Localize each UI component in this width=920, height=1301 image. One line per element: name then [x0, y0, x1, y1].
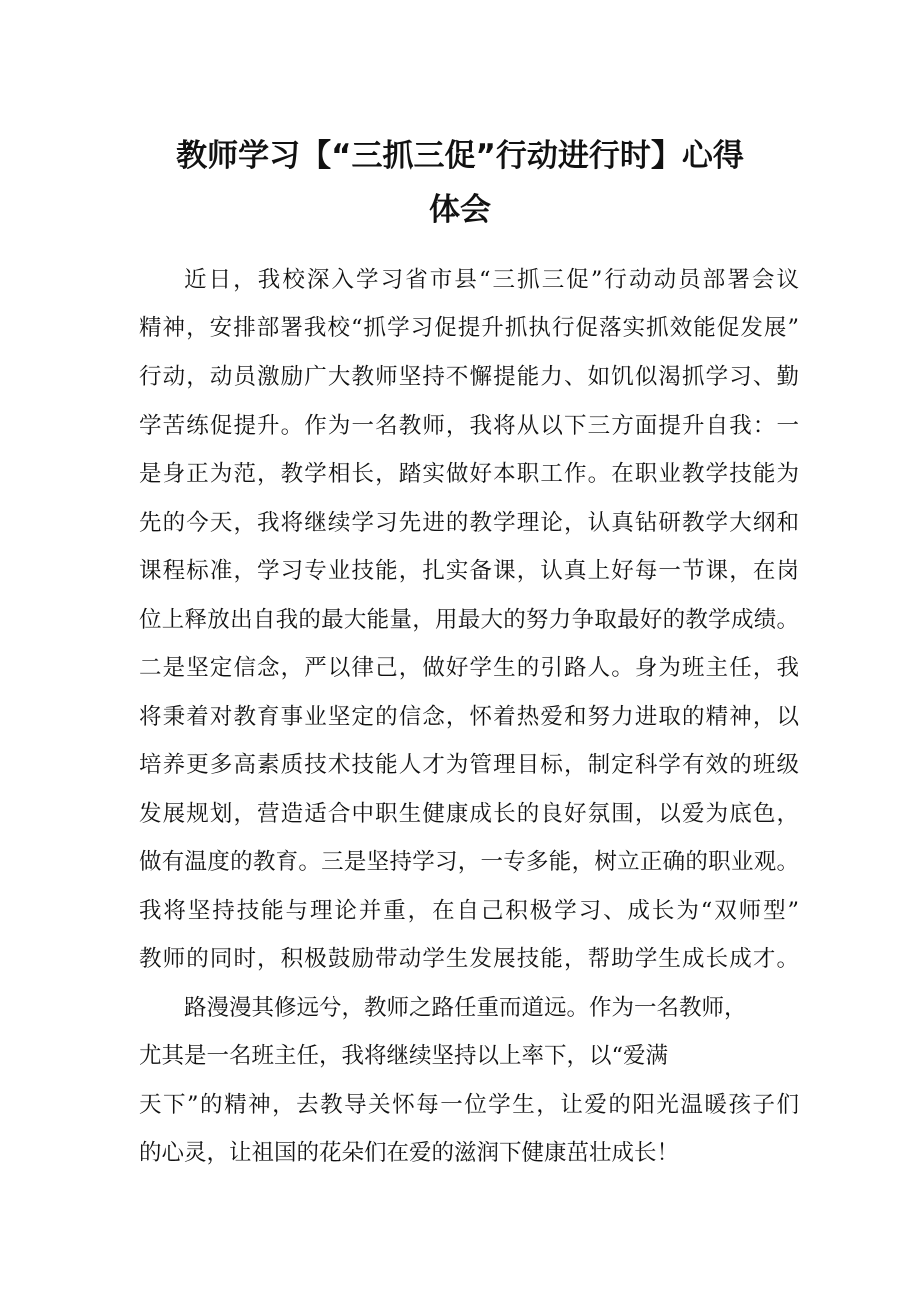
paragraph-2-line: 天下”的精神，去教导关怀每一位学生，让爱的阳光温暖孩子们: [139, 1092, 799, 1118]
paragraph-1-line: 近日，我校深入学习省市县“三抓三促”行动动员部署会议: [184, 267, 799, 293]
paragraph-2-line: 尤其是一名班主任，我将继续坚持以上率下，以“爱满: [139, 1043, 669, 1069]
paragraph-1-line: 精神，安排部署我校“抓学习促提升抓执行促落实抓效能促发展”: [139, 315, 799, 341]
paragraph-1-line: 将秉着对教育事业坚定的信念，怀着热爱和努力进取的精神，以: [139, 704, 799, 730]
paragraph-1-line: 学苦练促提升。作为一名教师，我将从以下三方面提升自我：一: [139, 413, 799, 439]
paragraph-1-line: 我将坚持技能与理论并重，在自己积极学习、成长为“双师型”: [139, 898, 799, 924]
paragraph-1-line: 是身正为范，教学相长，踏实做好本职工作。在职业教学技能为: [139, 461, 799, 487]
paragraph-1-line: 先的今天，我将继续学习先进的教学理论，认真钻研教学大纲和: [139, 510, 799, 536]
paragraph-1-line: 位上释放出自我的最大能量，用最大的努力争取最好的教学成绩。: [139, 607, 799, 633]
document-title-line-2: 体会: [429, 192, 491, 228]
paragraph-1-line: 教师的同时，积极鼓励带动学生发展技能，帮助学生成长成才。: [139, 946, 799, 972]
document-title-line-1: 教师学习【“三抓三促”行动进行时】心得: [176, 138, 744, 174]
paragraph-1-line: 培养更多高素质技术技能人才为管理目标，制定科学有效的班级: [139, 752, 799, 778]
paragraph-1-line: 二是坚定信念，严以律己，做好学生的引路人。身为班主任，我: [139, 655, 799, 681]
paragraph-2-line: 路漫漫其修远兮，教师之路任重而道远。作为一名教师，: [184, 995, 747, 1021]
paragraph-1-line: 发展规划，营造适合中职生健康成长的良好氛围，以爱为底色，: [139, 801, 799, 827]
paragraph-1-line: 做有温度的教育。三是坚持学习，一专多能，树立正确的职业观。: [139, 849, 799, 875]
paragraph-1-line: 行动，动员激励广大教师坚持不懈提能力、如饥似渴抓学习、勤: [139, 364, 799, 390]
paragraph-1-line: 课程标准，学习专业技能，扎实备课，认真上好每一节课，在岗: [139, 558, 799, 584]
paragraph-2-line: 的心灵，让祖国的花朵们在爱的滋润下健康茁壮成长！: [139, 1140, 680, 1166]
